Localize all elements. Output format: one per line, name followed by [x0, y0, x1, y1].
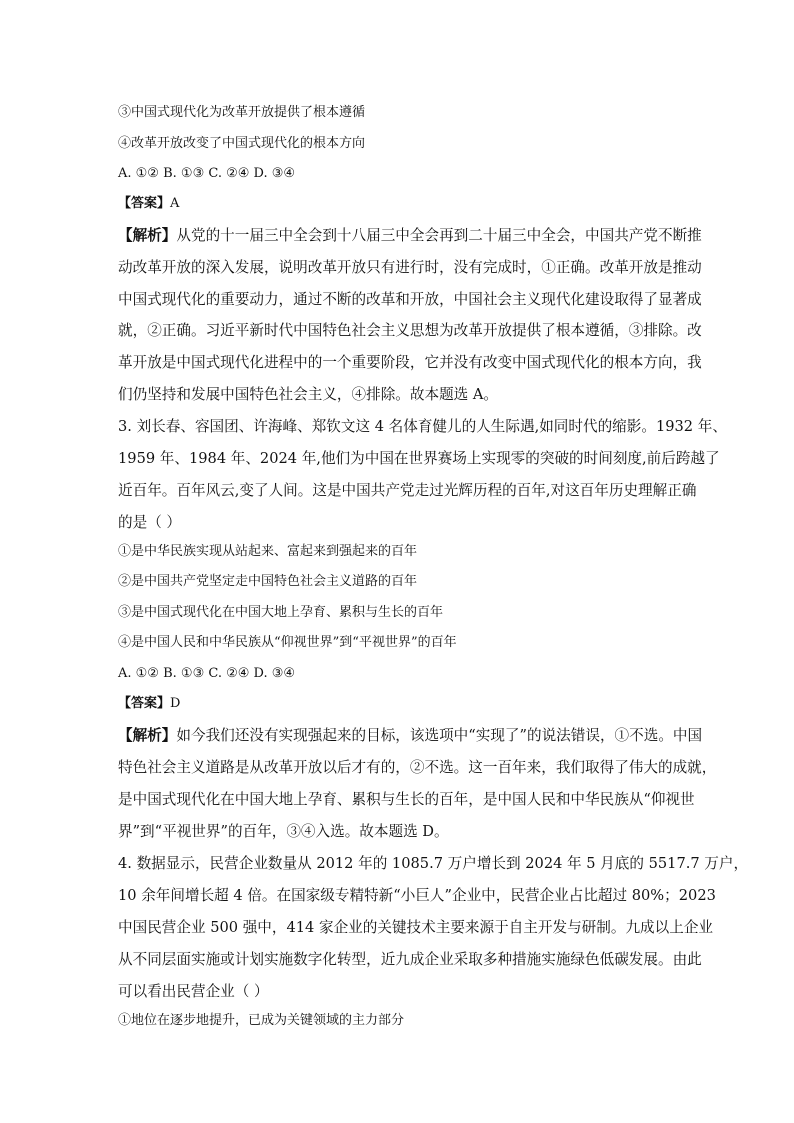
q2-analysis-line: [118, 226, 702, 246]
q2-option-4: ④改革开放改变了中国式现代化的根本方向: [118, 136, 366, 151]
analysis-text: 如今我们还没有实现强起来的目标，该选项中“实现了”的说法错误，①不选。中国: [176, 727, 703, 744]
answer-value: D: [170, 696, 181, 711]
q4-stem-line: 4. 数据显示，民营企业数量从 2012 年的 1085.7 万户增长到 2024 年 5 月底的 5517.7 万户，: [118, 855, 749, 872]
q3-option-4: ④是中国人民和中华民族从“仰视世界”到“平视世界”的百年: [118, 635, 457, 650]
q3-stem-line: 的是（ ）: [118, 514, 182, 531]
q3-stem-line: 3. 刘长春、容国团、许海峰、郑钦文这 4 名体育健儿的人生际遇,如同时代的缩影。1932 年、: [118, 418, 727, 435]
q4-stem-line: 从不同层面实施或计划实施数字化转型，近九成企业采取多种措施实施绿色低碳发展。由此: [118, 951, 702, 968]
q2-analysis-line: 动改革开放的深入发展，说明改革开放只有进行时，没有完成时，①正确。改革开放是推动: [118, 259, 702, 276]
q4-option-1: ①地位在逐步地提升，已成为关键领域的主力部分: [118, 1013, 405, 1028]
q2-answer: [118, 194, 179, 214]
analysis-text: 从党的十一届三中全会到十八届三中全会再到二十届三中全会，中国共产党不断推: [176, 227, 702, 244]
q3-analysis-line: [118, 726, 702, 746]
answer-value: A: [170, 196, 180, 211]
q2-option-3: ③中国式现代化为改革开放提供了根本遵循: [118, 105, 366, 120]
q3-answer: [118, 694, 180, 714]
q2-analysis-line: 们仍坚持和发展中国特色社会主义，④排除。故本题选 A。: [118, 386, 499, 403]
q3-analysis-line: 特色社会主义道路是从改革开放以后才有的，②不选。这一百年来，我们取得了伟大的成就，: [118, 759, 717, 776]
q3-analysis-line: 界”到“平视世界”的百年，③④入选。故本题选 D。: [118, 823, 449, 840]
answer-tag: 【答案】: [118, 696, 171, 711]
q3-option-1: ①是中华民族实现从站起来、富起来到强起来的百年: [118, 544, 418, 559]
q3-analysis-line: 是中国式现代化在中国大地上孕育、累积与生长的百年，是中国人民和中华民族从“仰视世: [118, 791, 695, 808]
q4-stem-line: 10 余年间增长超 4 倍。在国家级专精特新“小巨人”企业中，民营企业占比超过 80%；2023: [118, 887, 716, 904]
q3-option-3: ③是中国式现代化在中国大地上孕育、累积与生长的百年: [118, 605, 444, 620]
q3-choices: A. ①② B. ①③ C. ②④ D. ③④: [118, 666, 296, 681]
answer-tag: 【答案】: [118, 196, 171, 211]
q3-stem-line: 1959 年、1984 年、2024 年,他们为中国在世界赛场上实现零的突破的时间刻度,前后跨越了: [118, 450, 720, 467]
q2-analysis-line: 革开放是中国式现代化进程中的一个重要阶段，它并没有改变中国式现代化的根本方向，我: [118, 354, 702, 371]
q2-choices: A. ①② B. ①③ C. ②④ D. ③④: [118, 166, 296, 181]
q4-stem-line: 可以看出民营企业（ ）: [118, 983, 269, 1000]
q2-analysis-line: 就，②正确。习近平新时代中国特色社会主义思想为改革开放提供了根本遵循，③排除。改: [118, 322, 702, 339]
analysis-tag: 【解析】: [118, 727, 177, 744]
q2-analysis-line: 中国式现代化的重要动力，通过不断的改革和开放，中国社会主义现代化建设取得了显著成: [118, 291, 702, 308]
q3-option-2: ②是中国共产党坚定走中国特色社会主义道路的百年: [118, 574, 418, 589]
q4-stem-line: 中国民营企业 500 强中，414 家企业的关键技术主要来源于自主开发与研制。九成以上企业: [118, 919, 714, 936]
q3-stem-line: 近百年。百年风云,变了人间。这是中国共产党走过光辉历程的百年,对这百年历史理解正确: [118, 482, 697, 499]
analysis-tag: 【解析】: [118, 227, 177, 244]
